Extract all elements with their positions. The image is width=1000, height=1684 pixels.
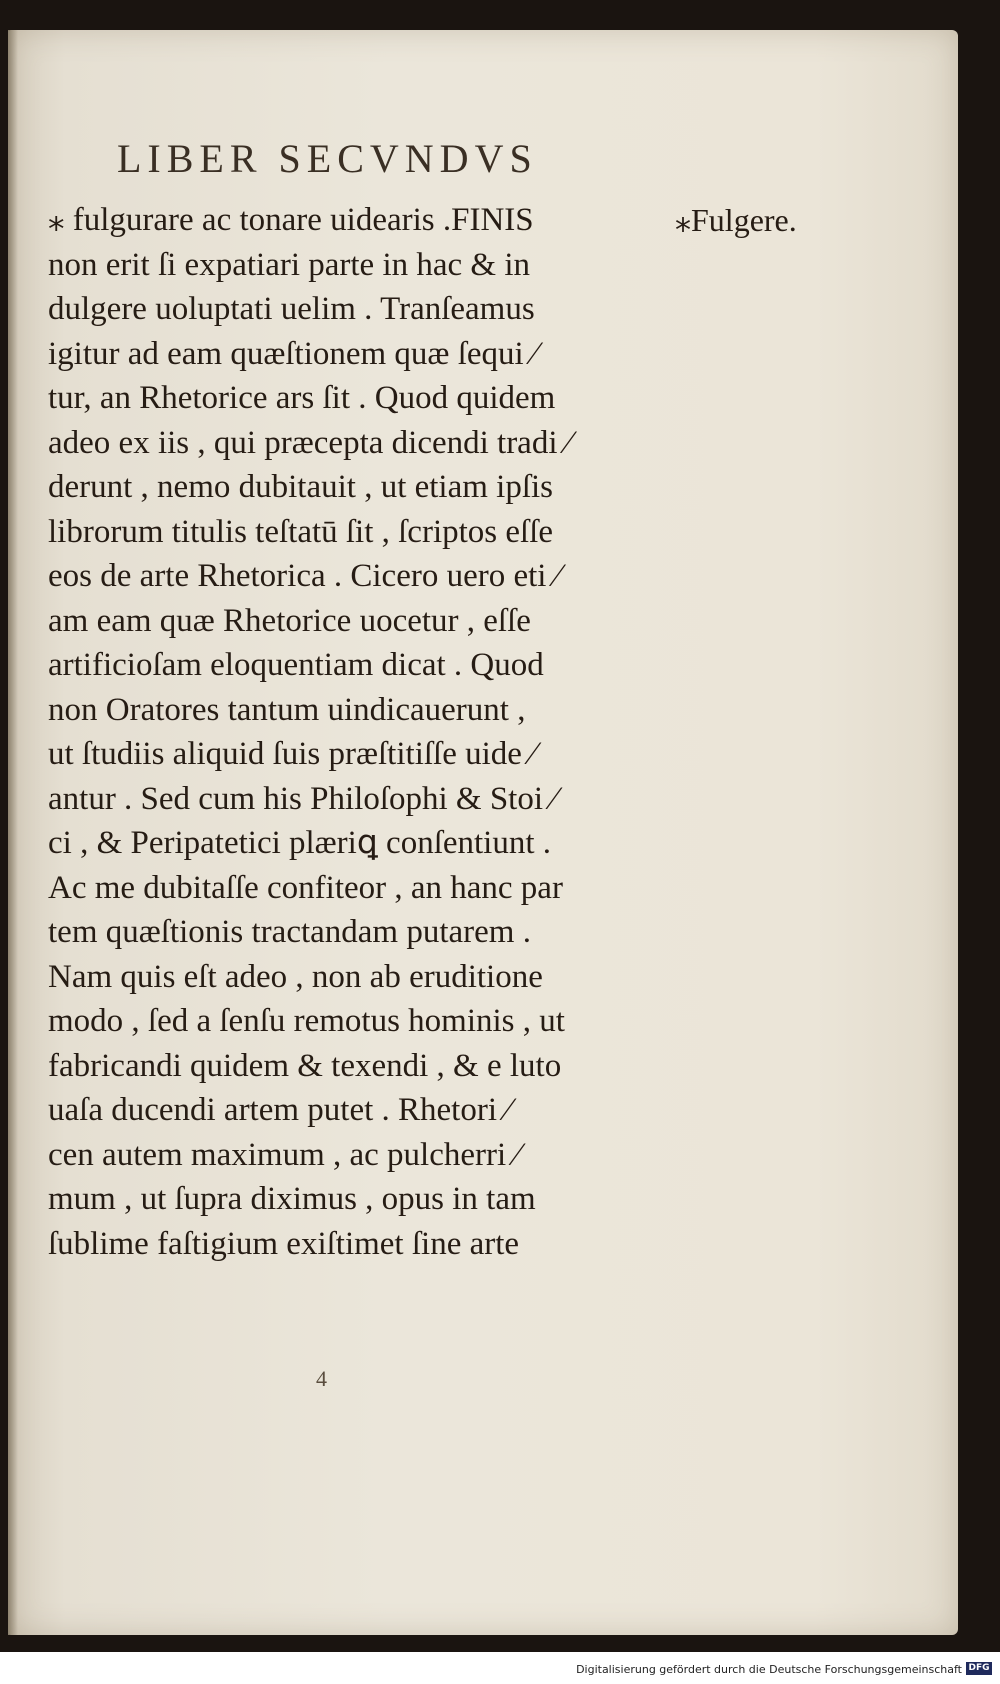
text-line: eos de arte Rhetorica . Cicero uero eti ⁄ [48, 558, 561, 594]
text-line: Ac me dubitaſſe confiteor , an hanc par [48, 869, 563, 906]
text-line: cen autem maximum , ac pulcherri ⁄ [48, 1136, 520, 1173]
page-edge [8, 30, 18, 1635]
text-line: tur, an Rhetorice ars ſit . Quod quidem [48, 380, 556, 416]
signature-mark: 4 [316, 1366, 327, 1391]
text-line: ⁎ fulgurare ac tonare uidearis .FINIS [48, 202, 534, 238]
text-line: fabricandi quidem & texendi , & e luto [48, 1047, 562, 1084]
text-line: ut ſtudiis aliquid ſuis præſtitiſſe uide ⁄ [48, 736, 536, 772]
text-line: artificioſam eloquentiam dicat . Quod [48, 647, 544, 683]
text-line: uaſa ducendi artem putet . Rhetori ⁄ [48, 1092, 511, 1128]
text-line: librorum titulis teſtatū ſit , ſcriptos eſſe [48, 513, 554, 550]
dfg-logo: DFG [966, 1662, 992, 1675]
text-line: mum , ut ſupra diximus , opus in tam [48, 1181, 536, 1217]
text-line: tem quæſtionis tractandam putarem . [48, 914, 531, 950]
text-line: non erit ſi expatiari parte in hac & in [48, 246, 530, 283]
text-line: ſublime faſtigium exiſtimet ſine arte [48, 1225, 520, 1262]
text-line: igitur ad eam quæſtionem quæ ſequi ⁄ [48, 335, 538, 372]
text-line: modo , ſed a ſenſu remotus hominis , ut [48, 1003, 565, 1039]
footer-credit: Digitalisierung gefördert durch die Deutsche Forschungsgemeinschaft [576, 1663, 962, 1676]
text-line: adeo ex iis , qui præcepta dicendi tradi ⁄ [48, 424, 572, 461]
text-line: derunt , nemo dubitauit , ut etiam ipſis [48, 469, 554, 505]
text-line: am eam quæ Rhetorice uocetur , eſſe [48, 602, 531, 639]
text-line: Nam quis eſt adeo , non ab eruditione [48, 958, 543, 995]
marginal-note: ⁎Fulgere. [675, 202, 797, 238]
text-line: non Oratores tantum uindicauerunt , [48, 691, 526, 728]
text-line: ci , & Peripatetici plæriꝗ conſentiunt . [48, 825, 552, 861]
text-line: antur . Sed cum his Philoſophi & Stoi ⁄ [48, 780, 557, 817]
text-line: dulgere uoluptati uelim . Tranſeamus [48, 291, 535, 327]
running-head: LIBER SECVNDVS [117, 136, 538, 181]
body-text [48, 198, 708, 1266]
